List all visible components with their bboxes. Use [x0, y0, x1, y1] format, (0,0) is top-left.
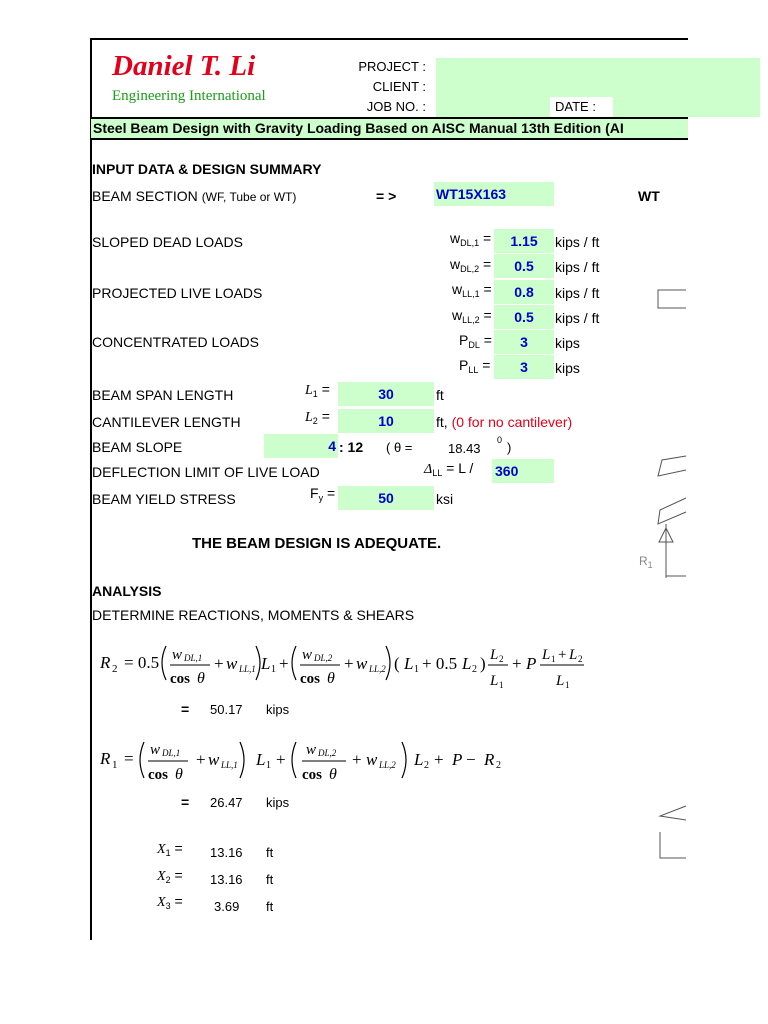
x3-value: 3.69 — [214, 899, 240, 914]
svg-text:w: w — [208, 750, 220, 769]
svg-text:w: w — [302, 647, 313, 663]
svg-text:θ: θ — [197, 670, 205, 687]
svg-text:P: P — [526, 654, 537, 673]
svg-text:LL,1: LL,1 — [221, 760, 238, 770]
svg-text:L: L — [542, 647, 551, 663]
svg-text:+: + — [558, 647, 567, 663]
deflection-limit-label: DEFLECTION LIMIT OF LIVE LOAD — [92, 464, 320, 480]
r1-diagram-label: $R_1$ — [639, 554, 653, 570]
r1-equation — [96, 730, 526, 790]
svg-text:R: R — [100, 653, 111, 672]
x3-symbol: $X_3$ = — [157, 893, 183, 911]
concentrated-loads-label: CONCENTRATED LOADS — [92, 334, 259, 350]
beam-slope-input[interactable]: 4 — [264, 434, 338, 458]
svg-text:LL,2: LL,2 — [379, 760, 396, 770]
svg-text:w: w — [172, 647, 183, 663]
job-no-label: JOB NO. : — [366, 99, 426, 114]
svg-text:−: − — [466, 750, 476, 769]
svg-text:LL,2: LL,2 — [369, 664, 386, 674]
yield-stress-input[interactable]: 50 — [338, 486, 434, 510]
svg-text:+: + — [434, 750, 444, 769]
svg-text:1: 1 — [414, 664, 419, 675]
deflection-symbol: $\Delta_{LL} = L$ / — [424, 460, 474, 478]
project-label: PROJECT : — [358, 59, 426, 74]
beam-span-unit: ft — [436, 387, 444, 403]
date-input[interactable] — [613, 97, 760, 117]
svg-text:cos: cos — [170, 671, 190, 687]
svg-text:2: 2 — [112, 663, 118, 675]
wll1-unit: kips / ft — [555, 285, 600, 301]
svg-text:cos: cos — [148, 767, 168, 783]
wdl2-symbol: $w_{DL,2}$ = — [450, 256, 492, 274]
analysis-title: ANALYSIS — [92, 583, 162, 599]
company-logo-subtitle: Engineering International — [112, 88, 266, 104]
cantilever-unit: ft, (0 for no cantilever) — [436, 414, 573, 430]
pll-symbol: $P_{LL}$ = — [459, 357, 491, 375]
beam-diagram-fragment — [640, 280, 688, 900]
wll2-symbol: $w_{LL,2}$ = — [452, 307, 492, 325]
wdl1-input[interactable]: 1.15 — [494, 229, 554, 253]
x2-symbol: $X_2$ = — [157, 867, 183, 885]
theta-close: ) — [507, 440, 512, 455]
project-client-input[interactable] — [436, 58, 760, 97]
company-logo-name: Daniel T. Li — [112, 50, 256, 82]
svg-text:w: w — [306, 742, 317, 758]
svg-text:+: + — [276, 750, 286, 769]
svg-text:w: w — [366, 750, 378, 769]
beam-section-hint: (WF, Tube or WT) — [201, 190, 297, 204]
r2-unit: kips — [266, 702, 290, 717]
svg-text:+: + — [196, 750, 206, 769]
projected-live-loads-label: PROJECTED LIVE LOADS — [92, 285, 263, 301]
l1-symbol: $L_1$ = — [305, 381, 330, 399]
beam-section-label-text: BEAM SECTION — [92, 188, 198, 204]
x1-value: 13.16 — [210, 845, 243, 860]
wdl2-unit: kips / ft — [555, 259, 600, 275]
wll1-input[interactable]: 0.8 — [494, 280, 554, 304]
svg-text:+: + — [352, 750, 362, 769]
x1-symbol: $X_1$ = — [157, 840, 183, 858]
svg-text:DL,1: DL,1 — [162, 748, 181, 758]
design-result: THE BEAM DESIGN IS ADEQUATE. — [192, 535, 442, 552]
pll-input[interactable]: 3 — [494, 355, 554, 379]
svg-text:cos: cos — [300, 671, 320, 687]
client-label: CLIENT : — [372, 79, 426, 94]
svg-text:): ) — [480, 654, 486, 673]
svg-text:2: 2 — [578, 654, 583, 664]
svg-text:LL,1: LL,1 — [239, 664, 256, 674]
r1-unit: kips — [266, 795, 290, 810]
svg-text:(: ( — [394, 654, 400, 673]
svg-text:L: L — [556, 673, 565, 689]
job-no-input[interactable] — [436, 97, 550, 117]
yield-stress-unit: ksi — [436, 491, 454, 507]
svg-text:1: 1 — [565, 680, 570, 690]
svg-text:1: 1 — [551, 654, 556, 664]
svg-text:= 0.5: = 0.5 — [124, 653, 160, 672]
wdl1-symbol: $w_{DL,1}$ = — [450, 230, 492, 248]
x1-unit: ft — [266, 845, 274, 860]
svg-text:2: 2 — [496, 760, 501, 771]
svg-text:1: 1 — [499, 680, 504, 690]
pdl-input[interactable]: 3 — [494, 330, 554, 354]
beam-section-label — [92, 188, 296, 204]
input-section-title: INPUT DATA & DESIGN SUMMARY — [92, 161, 322, 177]
svg-text:2: 2 — [499, 654, 504, 664]
svg-text:2: 2 — [472, 664, 477, 675]
date-label: DATE : — [555, 99, 596, 114]
section-type-label: WT — [638, 188, 660, 204]
svg-text:L: L — [404, 654, 414, 673]
wll2-unit: kips / ft — [555, 310, 600, 326]
r2-value: 50.17 — [210, 702, 243, 717]
beam-slope-label: BEAM SLOPE — [92, 439, 183, 455]
degree-symbol: 0 — [497, 435, 503, 445]
slope-ratio-separator: : 12 — [339, 439, 364, 455]
r2-equals: = — [181, 701, 190, 717]
analysis-subtitle: DETERMINE REACTIONS, MOMENTS & SHEARS — [92, 607, 415, 623]
r1-value: 26.47 — [210, 795, 243, 810]
svg-text:L: L — [569, 647, 578, 663]
sloped-dead-loads-label: SLOPED DEAD LOADS — [92, 234, 243, 250]
r2-equation — [96, 632, 586, 694]
svg-text:DL,2: DL,2 — [318, 748, 337, 758]
svg-text:L: L — [462, 654, 472, 673]
svg-text:θ: θ — [327, 670, 335, 687]
pdl-unit: kips — [555, 335, 580, 351]
svg-text:2: 2 — [424, 760, 429, 771]
svg-text:θ: θ — [329, 766, 337, 783]
wll1-symbol: $w_{LL,1}$ = — [452, 281, 492, 299]
cantilever-length-input[interactable]: 10 — [338, 409, 434, 433]
svg-text:θ: θ — [175, 766, 183, 783]
x2-value: 13.16 — [210, 872, 243, 887]
deflection-limit-input[interactable]: 360 — [492, 459, 554, 483]
arrow-indicator: = > — [376, 188, 397, 204]
beam-span-input[interactable]: 30 — [338, 382, 434, 406]
svg-text:+ 0.5: + 0.5 — [422, 654, 458, 673]
beam-section-input[interactable]: WT15X163 — [434, 182, 554, 206]
svg-text:1: 1 — [266, 760, 271, 771]
svg-text:1: 1 — [271, 664, 276, 675]
svg-text:+: + — [214, 654, 224, 673]
svg-text:w: w — [356, 654, 368, 673]
l2-symbol: $L_2$ = — [305, 408, 330, 426]
svg-text:L: L — [256, 750, 266, 769]
svg-text:L: L — [414, 750, 424, 769]
svg-text:cos: cos — [302, 767, 322, 783]
x3-unit: ft — [266, 899, 274, 914]
svg-text:+: + — [279, 654, 289, 673]
svg-text:R: R — [100, 749, 111, 768]
cantilever-length-label: CANTILEVER LENGTH — [92, 414, 241, 430]
svg-text:L: L — [490, 647, 499, 663]
wdl2-input[interactable]: 0.5 — [494, 254, 554, 278]
svg-text:w: w — [226, 654, 238, 673]
sheet-title: Steel Beam Design with Gravity Loading Based on AISC Manual 13th Edition (AI — [91, 117, 688, 140]
svg-text:=: = — [124, 749, 134, 768]
wll2-input[interactable]: 0.5 — [494, 305, 554, 329]
fy-symbol: $F_y$ = — [310, 485, 336, 503]
wdl1-unit: kips / ft — [555, 234, 600, 250]
yield-stress-label: BEAM YIELD STRESS — [92, 491, 236, 507]
svg-text:1: 1 — [112, 759, 118, 771]
x2-unit: ft — [266, 872, 274, 887]
svg-text:+: + — [512, 654, 522, 673]
theta-open: ( θ = — [386, 440, 413, 455]
svg-text:w: w — [150, 742, 161, 758]
svg-text:L: L — [490, 673, 499, 689]
pdl-symbol: $P_{DL}$ = — [459, 332, 492, 350]
svg-text:P: P — [452, 750, 463, 769]
pll-unit: kips — [555, 360, 580, 376]
svg-text:L: L — [261, 654, 271, 673]
svg-text:+: + — [344, 654, 354, 673]
svg-text:DL,2: DL,2 — [314, 653, 333, 663]
beam-span-label: BEAM SPAN LENGTH — [92, 387, 234, 403]
r1-equals: = — [181, 794, 190, 810]
svg-text:R: R — [484, 750, 495, 769]
theta-value: 18.43 — [448, 441, 481, 456]
svg-text:DL,1: DL,1 — [184, 653, 203, 663]
frame-top-border — [91, 38, 688, 40]
